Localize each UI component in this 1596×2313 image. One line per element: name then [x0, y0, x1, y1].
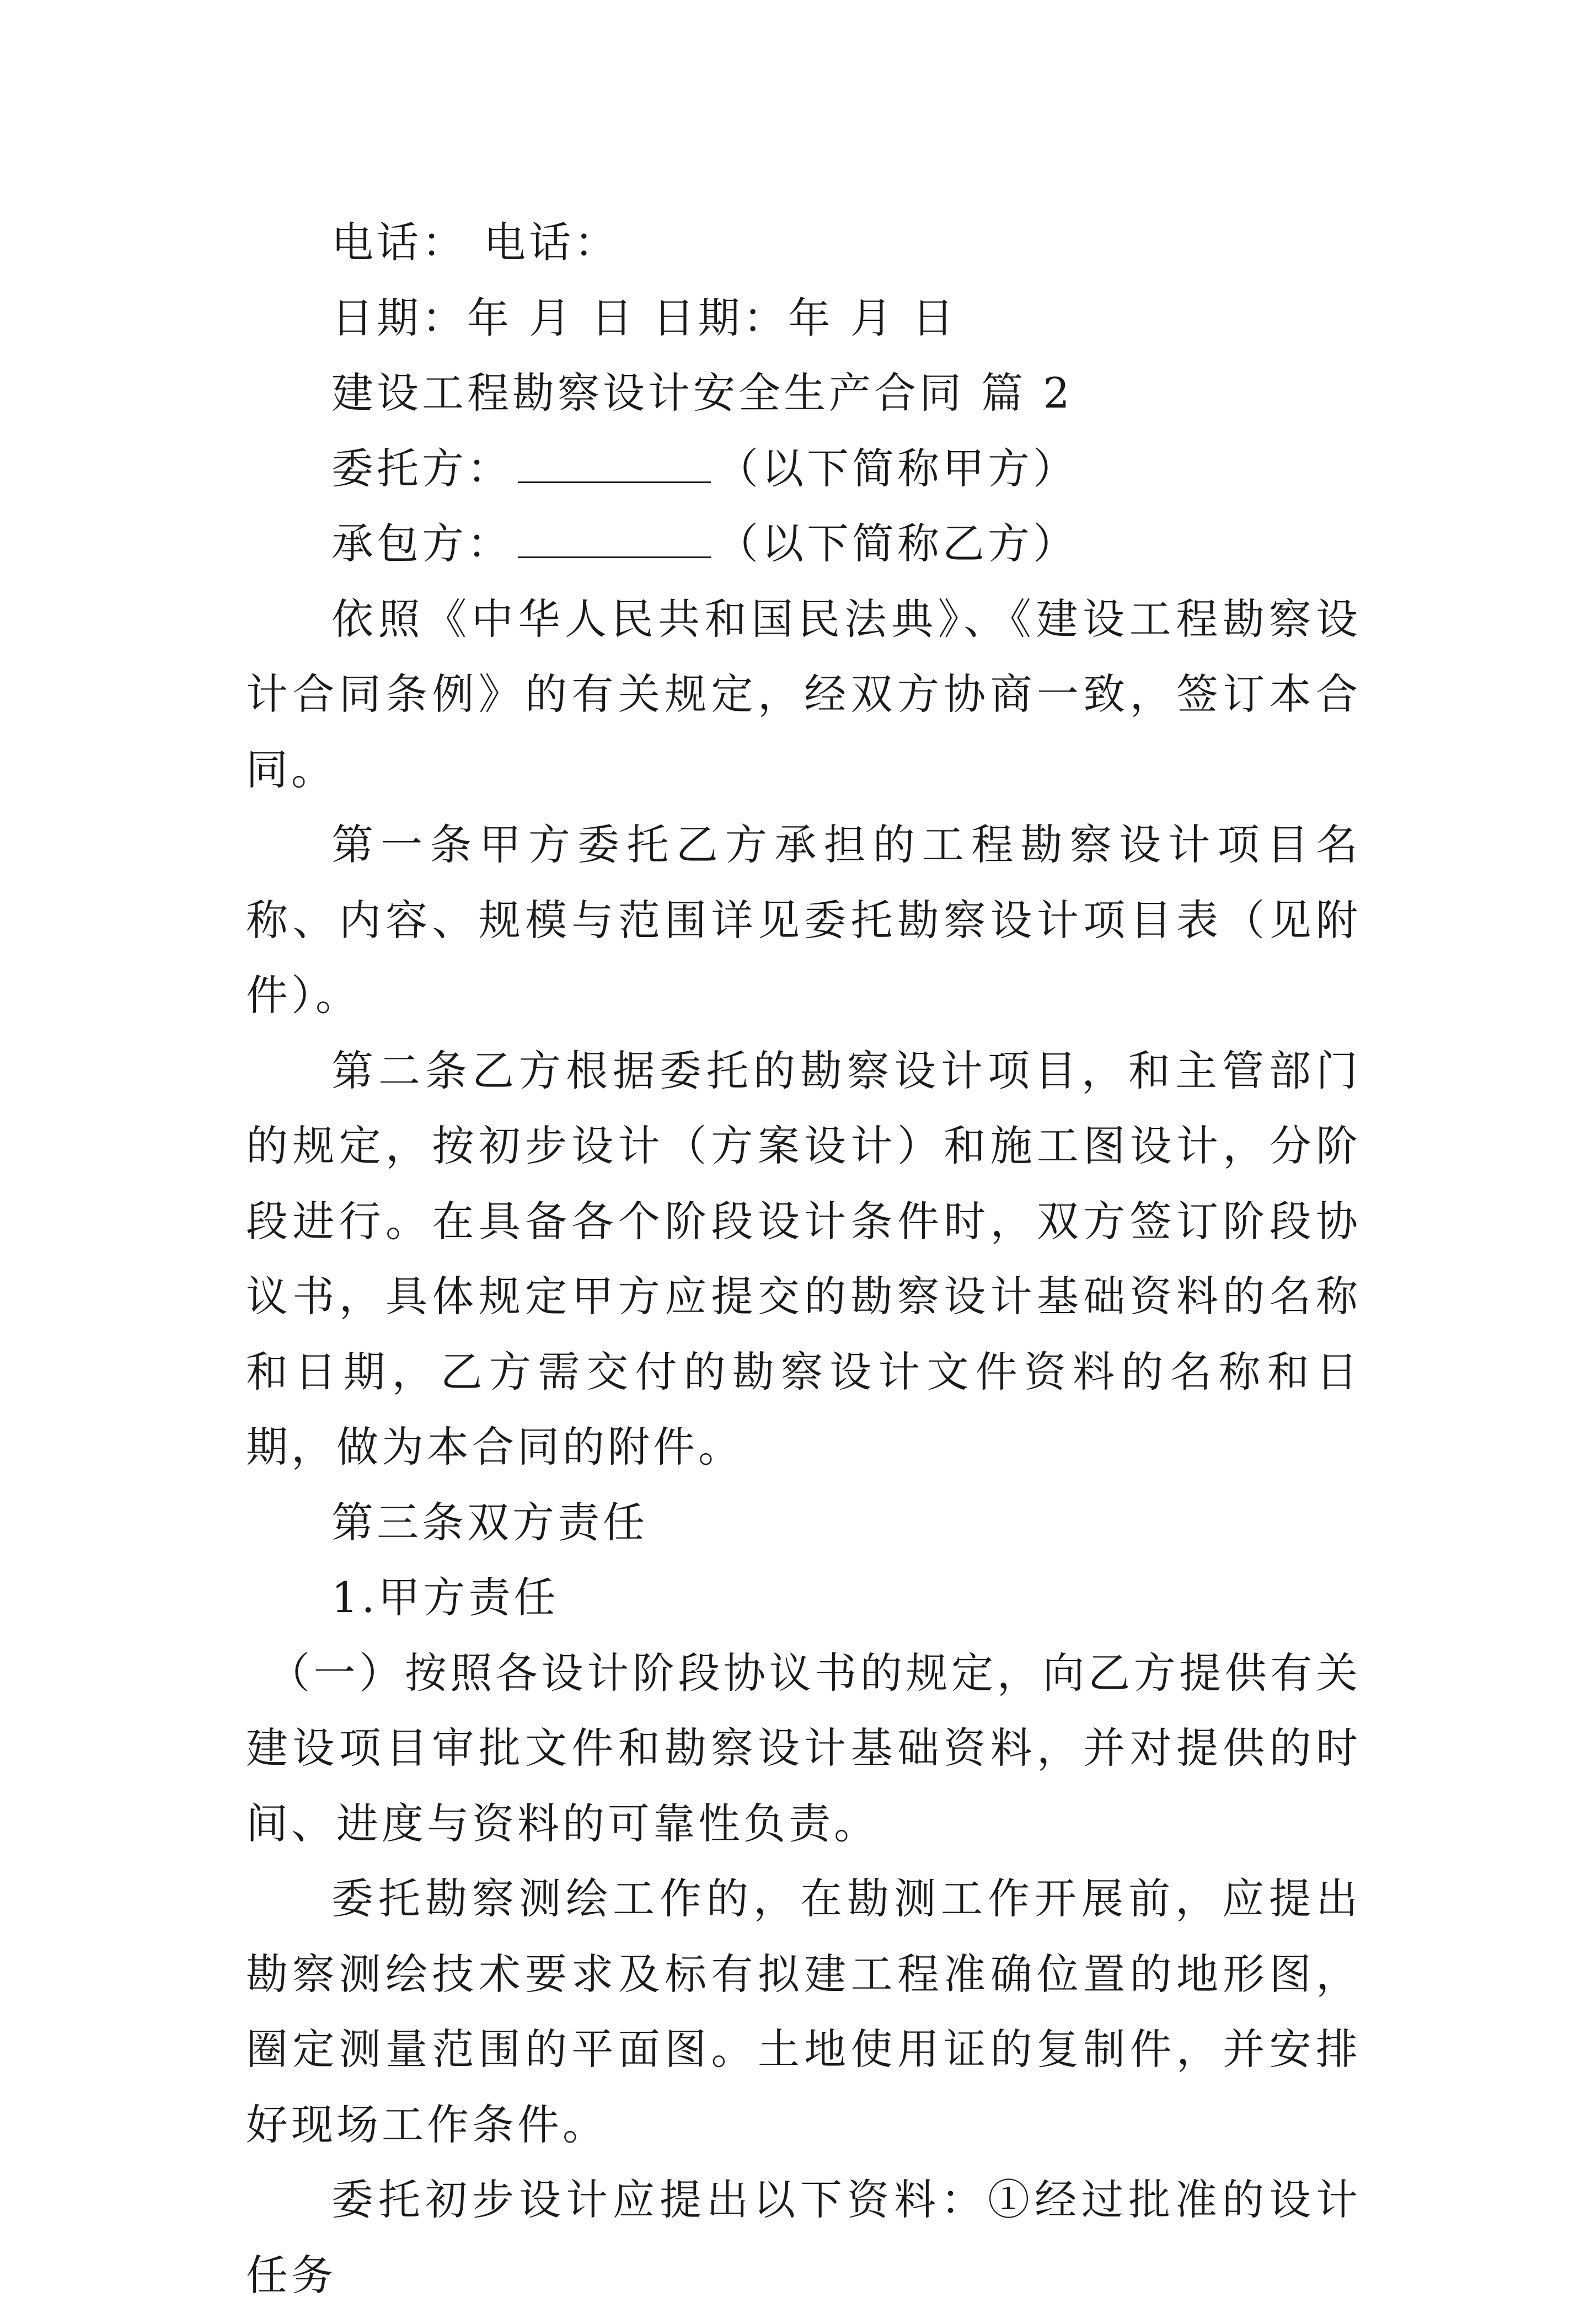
article-2: 第二条乙方根据委托的勘察设计项目，和主管部门的规定，按初步设计（方案设计）和施工图设计，分阶段进行。在具备各个阶段设计条件时，双方签订阶段协议书，具体规定甲方应提交的勘察设计基础资料的名称和日期，乙方需交付的勘察设计文件资料的名称和日期，做为本合同的附件。 — [246, 1046, 1361, 1471]
client-line — [246, 431, 1361, 507]
survey-paragraph: 委托勘察测绘工作的，在勘测工作开展前，应提出勘察测绘技术要求及标有拟建工程准确位置的地形图，圈定测量范围的平面图。土地使用证的复制件，并安排好现场工作条件。 — [246, 1874, 1361, 2149]
contractor-suffix: （以下简称乙方） — [716, 519, 1078, 568]
contractor-blank — [518, 545, 711, 558]
party-a-heading: 1.甲方责任 — [331, 1573, 559, 1622]
preliminary-design-paragraph: 委托初步设计应提出以下资料：①经过批准的设计任务 — [246, 2175, 1361, 2300]
contractor-line — [246, 506, 1361, 582]
contractor-label: 承包方： — [331, 519, 512, 568]
client-label: 委托方： — [331, 443, 512, 493]
preamble-paragraph: 依照《中华人民共和国民法典》、《建设工程勘察设计合同条例》的有关规定，经双方协商一致，签订本合同。 — [246, 594, 1361, 794]
section-title: 建设工程勘察设计安全生产合同 篇 2 — [331, 368, 1073, 417]
client-blank — [518, 470, 711, 483]
signature-date-line: 日期：年 月 日 日期：年 月 日 — [331, 293, 957, 342]
client-suffix: （以下简称甲方） — [716, 443, 1078, 493]
article-1: 第一条甲方委托乙方承担的工程勘察设计项目名称、内容、规模与范围详见委托勘察设计项目表（见附件）。 — [246, 820, 1361, 1020]
item-1-paragraph: （一）按照各设计阶段协议书的规定，向乙方提供有关建设项目审批文件和勘察设计基础资料，并对提供的时间、进度与资料的可靠性负责。 — [246, 1648, 1361, 1848]
article-3-heading: 第三条双方责任 — [331, 1497, 648, 1547]
signature-phone-line: 电话： 电话： — [331, 218, 620, 267]
document-body — [246, 205, 1361, 2313]
